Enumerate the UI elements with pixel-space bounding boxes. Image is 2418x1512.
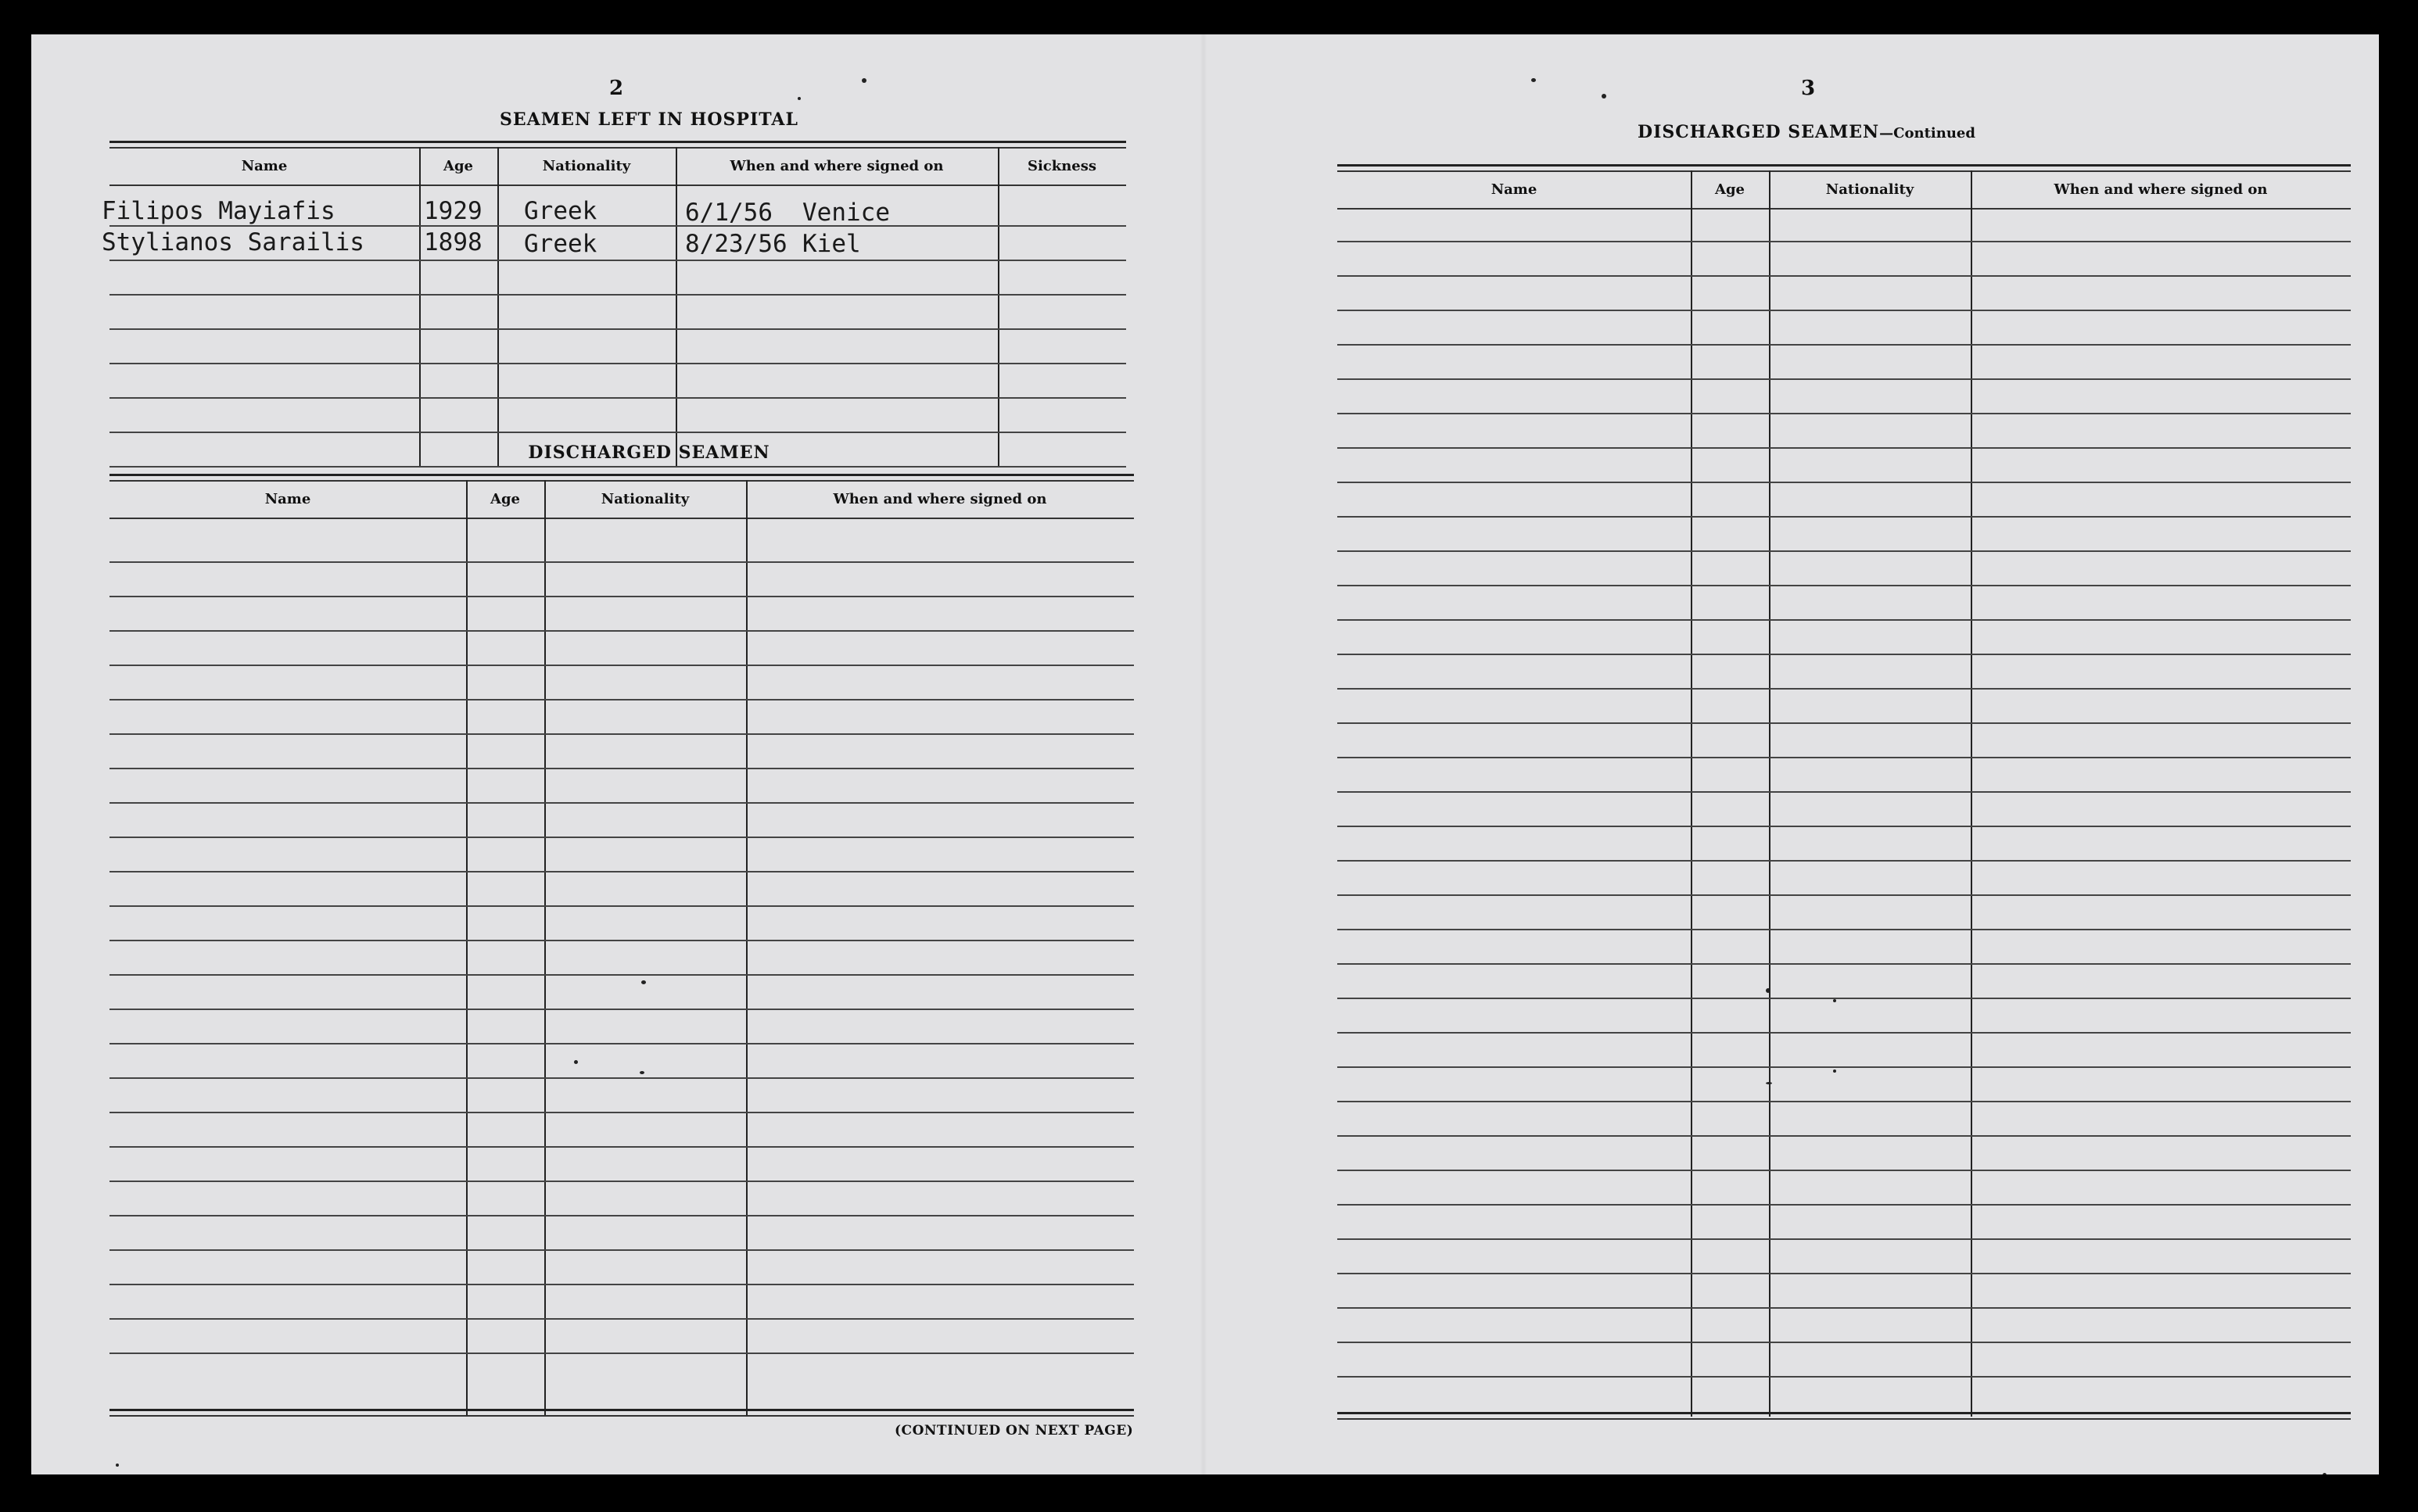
discharged-table-right [1337,164,2351,1423]
right-page [1204,34,2379,1474]
discharged-table-header [109,482,1134,519]
page-number-right: 3 [1800,77,1816,100]
column-header-nationality: Nationality [1825,181,1914,198]
ink-speck [1531,78,1536,82]
seaman-nationality: Greek [524,197,597,225]
seaman-name: Stylianos Sarailis [102,228,364,256]
signed-on-place: Venice [802,199,890,227]
column-header-signed-on: When and where signed on [730,158,944,174]
column-header-signed-on: When and where signed on [833,491,1047,507]
column-header-signed-on: When and where signed on [2054,181,2268,198]
left-page [31,34,1204,1474]
seaman-nationality: Greek [524,230,597,258]
column-header-nationality: Nationality [601,491,690,507]
column-header-age: Age [443,158,473,174]
page-number-left: 2 [608,77,624,100]
continued-note: (CONTINUED ON NEXT PAGE) [895,1423,1134,1439]
ink-speck [1766,1082,1772,1084]
ink-speck [1833,1070,1836,1073]
ink-speck [862,78,866,83]
ink-speck [641,980,646,984]
discharged-section-title: DISCHARGED SEAMEN [528,442,770,463]
column-header-nationality: Nationality [542,158,631,174]
column-header-age: Age [1714,181,1745,198]
column-header-name: Name [264,491,311,507]
seaman-age: 1929 [424,197,483,225]
discharged-title-main: DISCHARGED SEAMEN [1638,122,1880,142]
discharged-continued-title [1533,122,2080,142]
ink-speck [1766,988,1770,993]
seaman-name: Filipos Mayiafis [102,197,335,225]
discharged-title-suffix: —Continued [1879,125,1975,142]
ledger-paper [31,34,2379,1474]
column-header-age: Age [490,491,520,507]
discharged-continued-header [1337,172,2351,210]
column-header-name: Name [241,158,288,174]
signed-on-date: 6/1/56 [685,199,773,227]
ink-speck [116,1464,119,1467]
ink-speck [574,1060,578,1064]
column-header-sickness: Sickness [1027,158,1097,174]
hospital-table-header [109,149,1126,186]
ink-speck [798,97,801,100]
ink-speck [1602,94,1606,99]
ink-speck [1833,999,1836,1002]
hospital-table [109,141,1126,468]
column-header-name: Name [1491,181,1537,198]
ink-speck [640,1071,644,1074]
ink-speck [2323,1473,2327,1474]
seaman-age: 1898 [424,228,483,256]
discharged-table-left [109,474,1134,1420]
signed-on-date: 8/23/56 [685,230,787,258]
hospital-section-title: SEAMEN LEFT IN HOSPITAL [500,109,798,130]
signed-on-place: Kiel [802,230,861,258]
